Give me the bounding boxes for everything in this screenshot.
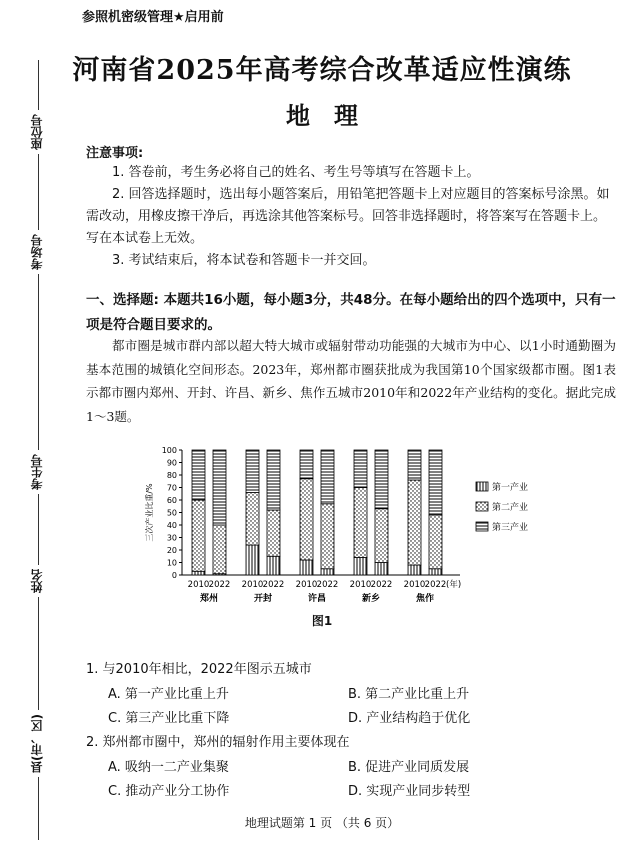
bar-segment-secondary: [300, 479, 313, 560]
bar-segment-tertiary: [267, 450, 280, 510]
bar-segment-tertiary: [429, 450, 442, 515]
bar-segment-tertiary: [300, 450, 313, 479]
bar-segment-primary: [267, 556, 280, 575]
question-1-option-a: A. 第一产业比重上升: [108, 687, 229, 702]
bar-segment-secondary: [321, 504, 334, 569]
bar-segment-secondary: [408, 480, 421, 565]
city-label: 郑州: [199, 594, 219, 604]
question-1-option-c: C. 第三产业比重下降: [108, 711, 230, 726]
legend-swatch: [476, 482, 488, 491]
question-2-stem: 2. 郑州都市圈中，郑州的辐射作用主要体现在: [86, 735, 350, 750]
city-label: 新乡: [361, 594, 381, 604]
bar-segment-primary: [246, 545, 259, 575]
candidate-number-label: 考生号: [28, 450, 48, 494]
bar-segment-primary: [408, 565, 421, 575]
bar-segment-tertiary: [408, 450, 421, 480]
bar-segment-primary: [192, 571, 205, 575]
x-tick-label: 2010: [187, 580, 210, 590]
bar-segment-tertiary: [354, 450, 367, 488]
bar-segment-secondary: [246, 493, 259, 546]
notice-item: 1. 答卷前，考生务必将自己的姓名、考生号等填写在答题卡上。: [112, 165, 480, 180]
industry-structure-chart: [140, 438, 529, 638]
exam-title: 河南省2025年高考综合改革适应性演练: [72, 55, 572, 86]
notice-heading: 注意事项:: [86, 146, 144, 161]
bar-segment-secondary: [267, 510, 280, 556]
x-tick-label: 2022: [316, 580, 339, 590]
page-footer: 地理试题第 1 页 （共 6 页）: [244, 816, 400, 830]
bar-segment-primary: [429, 569, 442, 575]
city-label: 焦作: [415, 594, 435, 604]
y-tick-label: 40: [166, 521, 177, 530]
name-label: 姓名: [28, 565, 48, 597]
bar-segment-tertiary: [246, 450, 259, 493]
legend-swatch: [476, 522, 488, 531]
seat-number-label: 座位号: [28, 110, 48, 154]
notice-item: 2. 回答选择题时，选出每小题答案后，用铅笔把答题卡上对应题目的答案标号涂黑。如需改动，用橡皮擦干净后，再选涂其他答案标号。回答非选择题时，将答案写在答题卡上。写在本试卷上无效。: [86, 187, 610, 246]
y-tick-label: 80: [166, 471, 177, 480]
y-tick-label: 10: [166, 558, 177, 568]
bar-segment-secondary: [375, 509, 388, 563]
x-tick-label: 2010: [295, 580, 318, 590]
bar-segment-secondary: [429, 515, 442, 569]
bar-segment-tertiary: [192, 450, 205, 500]
figure-caption: 图1: [311, 614, 333, 628]
y-axis-label: 三次产业比重/%: [145, 483, 154, 542]
question-1-option-b: B. 第二产业比重上升: [348, 687, 470, 702]
question-2-option-a: A. 吸纳一二产业集聚: [108, 760, 229, 775]
question-2-option-c: C. 推动产业分工协作: [108, 784, 230, 799]
question-1-stem: 1. 与2010年相比，2022年图示五城市: [86, 662, 312, 677]
intro-paragraph: 都市圈是城市群内部以超大特大城市或辐射带动功能强的大城市为中心、以1小时通勤圈为基本范围的城镇化空间形态。2023年，郑州都市圈获批成为我国第10个国家级都市圈。图1表示都市圈内郑州、开封、许昌、新乡、焦作五城市2010年和2022年产业结构的变化。据此完成1～3题。: [86, 338, 616, 424]
y-tick-label: 20: [166, 546, 177, 555]
legend-label: 第二产业: [492, 503, 529, 513]
y-tick-label: 60: [166, 496, 177, 505]
x-tick-label: 2010: [403, 580, 426, 590]
x-tick-label: 2022: [370, 580, 393, 590]
x-tick-label: 2022: [262, 580, 285, 590]
bar-segment-primary: [300, 560, 313, 575]
side-binding-strip: [10, 60, 64, 840]
bar-segment-secondary: [354, 488, 367, 558]
bar-segment-primary: [354, 558, 367, 576]
section-heading: 一、选择题: 本题共16小题，每小题3分，共48分。在每小题给出的四个选项中，只有一项是符合题目要求的。: [86, 292, 616, 333]
x-axis-unit: (年): [446, 580, 462, 590]
question-1-option-d: D. 产业结构趋于优化: [348, 711, 471, 726]
y-tick-label: 90: [166, 458, 177, 468]
x-tick-label: 2010: [349, 580, 372, 590]
x-tick-label: 2022: [424, 580, 447, 590]
city-label: 许昌: [307, 594, 327, 604]
bar-segment-secondary: [192, 500, 205, 571]
notice-item: 3. 考试结束后，将本试卷和答题卡一并交回。: [112, 253, 376, 268]
y-tick-label: 100: [161, 446, 177, 455]
exam-room-label: 考场号: [28, 230, 48, 274]
county-label: 县(市、区): [28, 710, 48, 777]
bar-segment-tertiary: [213, 450, 226, 525]
subject-title: 地理: [286, 101, 382, 130]
bar-segment-primary: [321, 569, 334, 575]
y-tick-label: 0: [171, 571, 177, 580]
bar-segment-tertiary: [375, 450, 388, 509]
legend-label: 第一产业: [492, 483, 529, 493]
legend-swatch: [476, 502, 488, 511]
confidential-note: 参照机密级管理★启用前: [82, 10, 224, 25]
legend-label: 第三产业: [492, 523, 529, 533]
bar-segment-tertiary: [321, 450, 334, 504]
city-label: 开封: [253, 594, 273, 604]
question-2-option-d: D. 实现产业同步转型: [348, 784, 471, 799]
y-tick-label: 70: [166, 483, 177, 493]
bar-segment-secondary: [213, 525, 226, 574]
y-tick-label: 30: [166, 533, 177, 543]
y-tick-label: 50: [166, 508, 177, 518]
bar-segment-primary: [375, 563, 388, 576]
x-tick-label: 2022: [208, 580, 231, 590]
question-2-option-b: B. 促进产业同质发展: [348, 760, 470, 775]
x-tick-label: 2010: [241, 580, 264, 590]
